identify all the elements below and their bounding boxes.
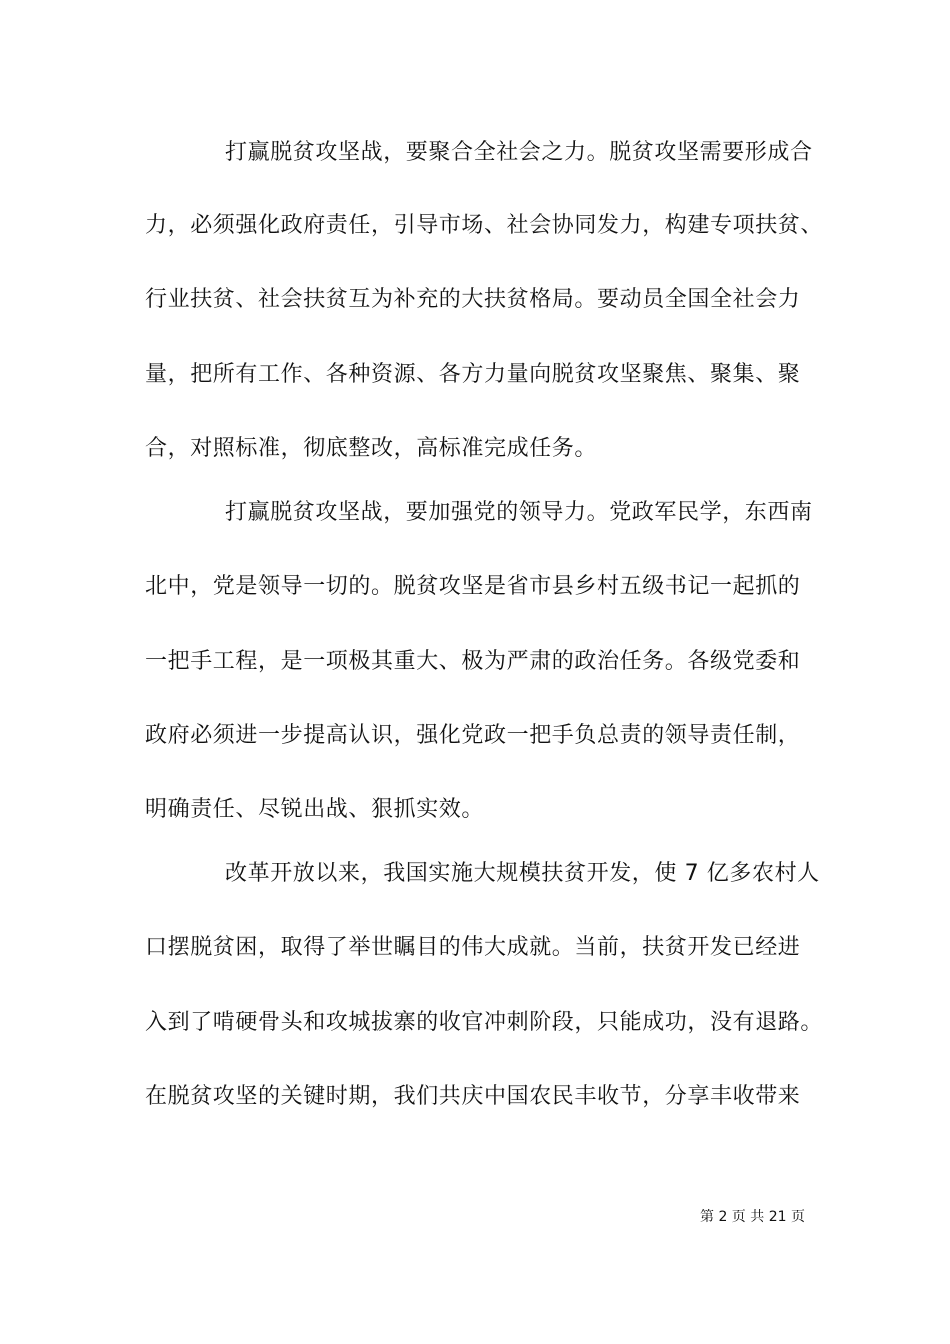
paragraph-1-line-5: 合，对照标准，彻底整改，高标准完成任务。: [145, 436, 598, 461]
paragraph-2-line-3: 一把手工程，是一项极其重大、极为严肃的政治任务。各级党委和: [145, 649, 801, 674]
paragraph-2-line-5: 明确责任、尽锐出战、狠抓实效。: [145, 797, 485, 822]
paragraph-2-line-2: 北中，党是领导一切的。脱贫攻坚是省市县乡村五级书记一起抓的: [145, 574, 801, 599]
paragraph-1-line-4: 量，把所有工作、各种资源、各方力量向脱贫攻坚聚焦、聚集、聚: [145, 362, 801, 387]
paragraph-1-line-1: 打赢脱贫攻坚战，要聚合全社会之力。脱贫攻坚需要形成合: [225, 140, 813, 165]
paragraph-3-line-1: 改革开放以来，我国实施大规模扶贫开发，使 7 亿多农村人: [225, 861, 820, 886]
paragraph-3-line-2: 口摆脱贫困，取得了举世瞩目的伟大成就。当前，扶贫开发已经进: [145, 935, 801, 960]
paragraph-3-line-4: 在脱贫攻坚的关键时期，我们共庆中国农民丰收节，分享丰收带来: [145, 1084, 801, 1109]
paragraph-3-line-3: 入到了啃硬骨头和攻城拔寨的收官冲刺阶段，只能成功，没有退路。: [145, 1010, 824, 1035]
page-number-footer: 第 2 页 共 21 页: [700, 1209, 805, 1225]
paragraph-2-line-1: 打赢脱贫攻坚战，要加强党的领导力。党政军民学，东西南: [225, 500, 813, 525]
paragraph-2-line-4: 政府必须进一步提高认识，强化党政一把手负总责的领导责任制，: [145, 723, 801, 748]
paragraph-1-line-3: 行业扶贫、社会扶贫互为补充的大扶贫格局。要动员全国全社会力: [145, 287, 801, 312]
paragraph-1-line-2: 力，必须强化政府责任，引导市场、社会协同发力，构建专项扶贫、: [145, 213, 824, 238]
